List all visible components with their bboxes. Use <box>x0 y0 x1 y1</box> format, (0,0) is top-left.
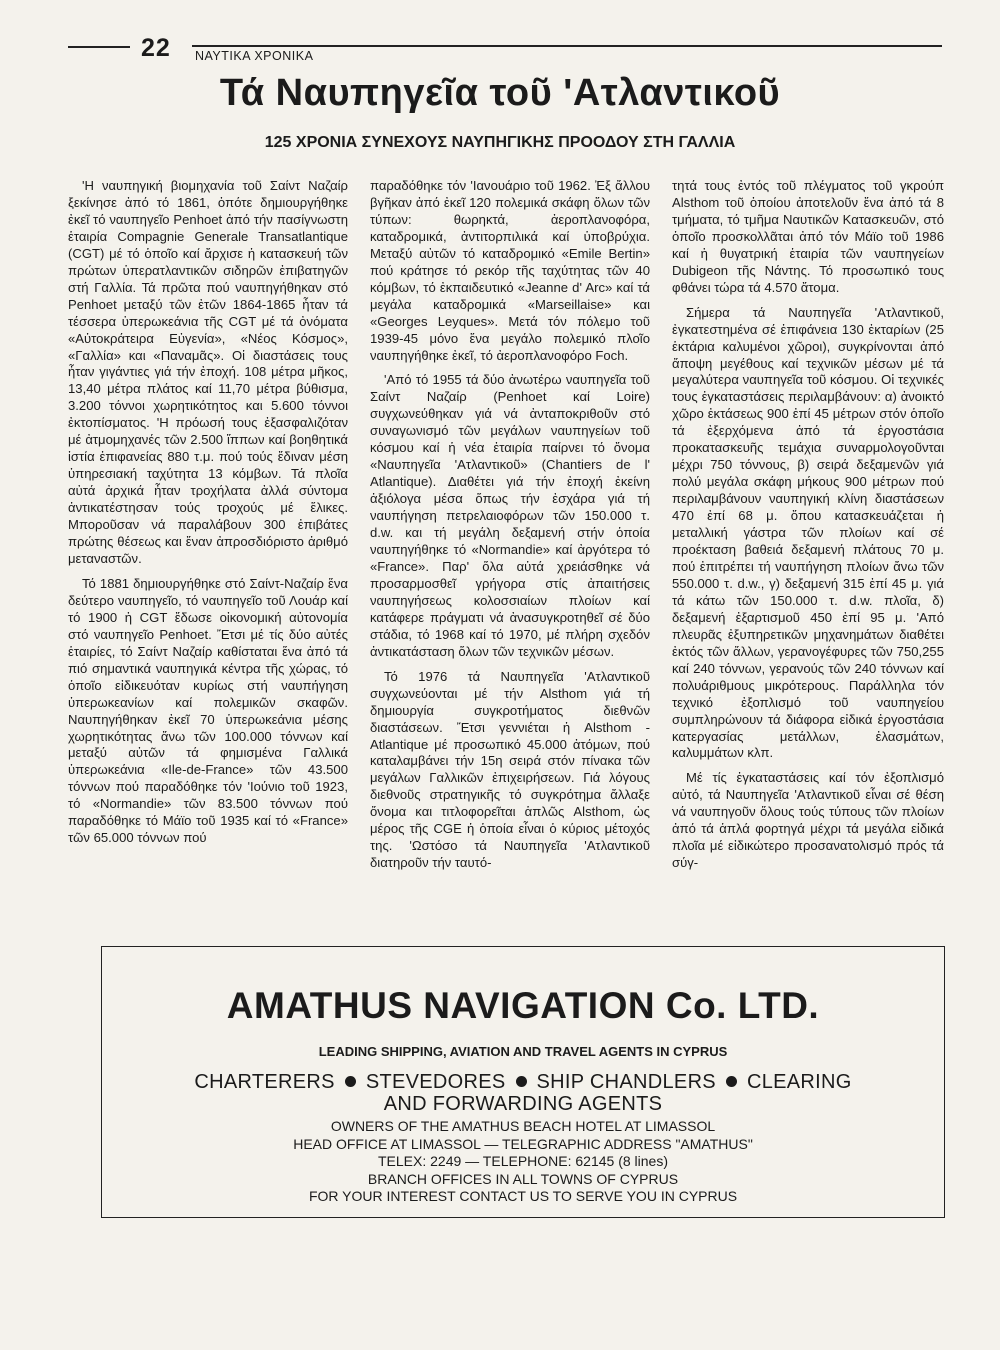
advertisement <box>101 946 945 1218</box>
header-rule-left <box>68 46 130 48</box>
ad-services <box>102 1071 944 1115</box>
ad-line: TELEX: 2249 — TELEPHONE: 62145 (8 lines) <box>378 1153 668 1169</box>
ad-line: OWNERS OF THE AMATHUS BEACH HOTEL AT LIMASSOL <box>330 1118 716 1134</box>
article-title: Τά Ναυπηγεῖα τοῦ 'Ατλαντικοῦ <box>219 72 781 114</box>
ad-service: CLEARING <box>746 1071 852 1093</box>
paragraph: 'Η ναυπηγική βιομηχανία τοῦ Σαίντ Ναζαίρ ξεκίνησε ἀπό τό 1861, ὁπότε δημιουργήθηκε ἐκεῖ τό ναυπηγεῖο Penhoet ἀπό τήν πασίγνωστη ἑταιρία Compagnie Generale Transatlantique (CGT) μέ τό ὁποῖο καί ἄρχισε ἡ κατασκευή τῶν πρώτων ὑπερατλαντικῶν σιδηρῶν ἐπιβατηγῶν στή Γαλλία. Τά πρῶτα πού ναυπηγήθηκαν στό Penhoet μεταξύ τῶν ἐτῶν 1864-1865 ἦταν τά τέσσερα ὑπερωκεάνια τῆς CGT μέ τά ὀνόματα «Αὐτοκράτειρα Εὐγενία», «Νέος Κόσμος», «Γαλλία» και «Παναμᾶς». Οἱ διαστάσεις τους ἦταν γιγάντιες γιά τήν ἐποχή. 108 μέτρα μῆκος, 13,40 μέτρα πλάτος καί 11,70 μέτρα βύθισμα, 3.200 τόννοι χωρητικότητος και 5.600 τόννοι ἐκτοπίσματος. 'Η πρόωσή τους ἐξασφαλιζόταν μέ ἀτμομηχανές τῶν 2.500 ἵππων καί βοηθητικά ἱστία ἐπιφανείας 880 τ.μ. πού τούς ἔδιναν μέση ὑπηρεσιακή ταχύτητα 13 κόμβων. Τά πλοῖα αὐτά ἀρχικά ἦταν τροχήλατα ἀλλά σύντομα ἀντικατέστησαν τούς τροχούς μέ ἕλικες. Μποροῦσαν νά παραλάβουν 300 ἐπιβάτες πρώτης θέσεως και ἕναν ἀπροσδιόριστο ἀριθμό μεταναστῶν. <box>68 178 348 566</box>
ad-service: STEVEDORES <box>365 1071 506 1093</box>
paragraph: Σήμερα τά Ναυπηγεῖα 'Ατλαντικοῦ, ἐγκατεστημένα σέ ἐπιφάνεια 130 ἐκταρίων (25 ἑκτάρια καλυμένοι χῶροι), συγκρίνονται ἀπό ἄποψη μεγέθους καί τεχνικῶν μέσων μέ τά μεγαλύτερα ναυπηγεῖα τοῦ κόσμου. Οἱ τεχνικές τους ἐγκαταστάσεις περιλαμβάνουν: α) ἀνοικτό χῶρο ἐκτάσεως 900 ἐπί 45 μέτρων στόν ὁποῖο τά ἐξερχόμενα ἀπό τά ἐργοστάσια προκατασκευῆς τεμάχια συναρμολογοῦνται μέχρι 750 τόννους, β) σειρά δεξαμενῶν γιά πολύ μεγάλα σκάφη μήκους 900 μέτρων πού περιλαμβάνουν ναυπηγική κλίνη διαστάσεων 470 ἐπί 68 μ. ὅπου κατασκευάζεται ἡ μεταλλική γάστρα τῶν πλοίων καί σέ προέκταση βαθειά δεξαμενή πλάτους 70 μ. πού ἐπιτρέπει τή ναυπήγηση πλοίων ἄνω τῶν 550.000 τ. d.w., γ) δεξαμενή 315 ἐπί 45 μ. γιά τά κάτω τῶν 150.000 τ. d.w. πλοῖα, δ) δεξαμενή ἐξαρτισμοῦ 450 ἐπί 95 μ. 'Από πλευρᾶς ἐξυπηρετικῶν μηχανημάτων διαθέτει ἐκτός τῶν ἄλλων, γερανογέφυρες τῶν 750,255 καί 240 τόννων, γερανούς τῶν 240 τόννων καί πολυάριθμους μικρότερους. Παράλληλα τόν τεχνικό ἐξοπλισμό τοῦ ναυπηγείου συμπληρώνουν τά διάφορα εἰδικά ἐργοστάσια κατεργασίας μετάλλων, ἐλασμάτων, καλυμμάτων κλπ. <box>672 304 944 761</box>
ad-line: HEAD OFFICE AT LIMASSOL — TELEGRAPHIC ADDRESS "AMATHUS" <box>293 1135 753 1152</box>
paragraph: Τό 1976 τά Ναυπηγεῖα 'Ατλαντικοῦ συγχωνεύονται μέ τήν Alsthom γιά τή δημιουργία συγκροτήματος διεθνῶν διαστάσεων. Ἔτσι γεννιέται ἡ Alsthom - Atlantique μέ προσωπικό 45.000 ἀτόμων, πού καταλαμβάνει τήν 15η σειρά στόν πίνακα τῶν μεγάλων Γαλλικῶν ἐπιχειρήσεων. Γιά λόγους διεθνοῦς στρατηγικῆς τό συγκρότημα ἄλλαξε ὄνομα και τιτλοφορεῖται ἁπλῶς Alsthom, ὡς μέρος τῆς CGE ἡ ὁποία εἶναι ὁ κύριος μέτοχός της. 'Ωστόσο τά Ναυπηγεῖα 'Ατλαντικοῦ διατηροῦν τήν ταυτό- <box>370 668 650 871</box>
ad-service: AND FORWARDING AGENTS <box>383 1093 663 1115</box>
ad-company-name: AMATHUS NAVIGATION Co. LTD. <box>226 985 820 1026</box>
ad-line: BRANCH OFFICES IN ALL TOWNS OF CYPRUS <box>367 1170 679 1187</box>
article-column-2 <box>370 178 650 872</box>
ad-details <box>102 1118 944 1206</box>
ad-tagline: LEADING SHIPPING, AVIATION AND TRAVEL AGENTS IN CYPRUS <box>318 1044 728 1059</box>
paragraph: Μέ τίς ἐγκαταστάσεις καί τόν ἐξοπλισμό αὐτό, τά Ναυπηγεῖα 'Ατλαντικοῦ εἶναι σέ θέση νά ναυπηγοῦν ὅλους τούς τύπους τῶν πλοίων ἀπό τά ἁπλά φορτηγά μέχρι τά μεγάλα εἰδικά πλοῖα μέ εἰδικώτερο προσανατολισμό πρός τά σύγ- <box>672 770 944 871</box>
ad-service: SHIP CHANDLERS <box>536 1071 716 1093</box>
article-subtitle: 125 ΧΡΟΝΙΑ ΣΥΝΕΧΟΥΣ ΝΑΥΠΗΓΙΚΗΣ ΠΡΟΟΔΟΥ ΣΤΗ ΓΑΛΛΙΑ <box>264 134 736 151</box>
paragraph: Τό 1881 δημιουργήθηκε στό Σαίντ-Ναζαίρ ἕνα δεύτερο ναυπηγεῖο, τό ναυπηγεῖο τοῦ Λουάρ καί τό 1900 ἡ CGT ἔδωσε οἰκονομική αὐτονομία στό ναυπηγεῖο Penhoet. Ἔτσι μέ τίς δύο αὐτές ἑταιρίες, τό Σαίντ Ναζαίρ καθίσταται ἕνα ἀπό τά πιό σημαντικά ναυπηγικά κέντρα τῆς χώρας, τό ὁποῖο εἰδικευόταν κυρίως στή ναυπήγηση ὑπερωκεανίων καί πολεμικῶν σκαφῶν. Ναυπηγήθηκαν ἐκεῖ 70 ὑπερωκεάνια μέσης χωρητικότητας ἄνω τῶν 100.000 τόννων καί μεταξύ αὐτῶν τά φημισμένα Γαλλικά ὑπερωκεάνια «Ile-de-France» τῶν 43.500 τόννων πού παραδόθηκε τόν 'Ιούνιο τοῦ 1923, τό «Normandie» τῶν 83.500 τόννων πού παραδόθηκε τό Μάϊο τοῦ 1935 καί τό «France» τῶν 65.000 τόννων πού <box>68 575 348 846</box>
article-column-1 <box>68 178 348 847</box>
magazine-name: ΝΑΥΤΙΚΑ ΧΡΟΝΙΚΑ <box>195 49 314 63</box>
bullet-icon <box>726 1076 737 1087</box>
bullet-icon <box>516 1076 527 1087</box>
bullet-icon <box>345 1076 356 1087</box>
paragraph: τητά τους ἐντός τοῦ πλέγματος τοῦ γκρούπ Alsthom τοῦ ὁποίου ἀποτελοῦν ἕνα ἀπό τά 8 τμήματα, τό τμῆμα Ναυτικῶν Κατασκευῶν, στό ὁποῖο προσκολλᾶται ἀπό τόν Μάϊο τοῦ 1986 καί ἡ θυγατρική ἑταιρία τῶν ναυπηγείων Dubigeon τῆς Νάντης. Τό προσωπικό τους φθάνει τώρα τά 4.570 ἄτομα. <box>672 178 944 295</box>
ad-line: FOR YOUR INTEREST CONTACT US TO SERVE YOU IN CYPRUS <box>308 1188 738 1204</box>
paragraph: παραδόθηκε τόν 'Ιανουάριο τοῦ 1962. Ἐξ ἄλλου βγῆκαν ἀπό ἐκεῖ 120 πολεμικά σκάφη ὅλων τῶν τύπων: θωρηκτά, ἀεροπλανοφόρα, καταδρομικά, ἀντιτορπιλικά καί ὑποβρύχια. Μεταξύ αὐτῶν τό καταδρομικό «Emile Bertin» πού κράτησε τό ρεκόρ τῆς ταχύτητας τῶν 40 κόμβων, τό ἐκπαιδευτικό «Jeanne d' Arc» καί τά μεγάλα καταδρομικά «Marseillaise» και «Georges Leyques». Μετά τόν πόλεμο τοῦ 1939-45 μόνο ἕνα μεγάλο πολεμικό πλοῖο ναυπηγήθηκε ἐκεῖ, τό ἀεροπλανοφόρο Foch. <box>370 178 650 363</box>
paragraph: 'Από τό 1955 τά δύο ἀνωτέρω ναυπηγεῖα τοῦ Σαίντ Ναζαίρ (Penhoet καί Loire) συγχωνεύθηκαν γιά νά ἀνταποκριθοῦν στό συναγωνισμό τῶν μεγάλων ναυπηγείων τοῦ κόσμου καί ἡ νέα ἑταιρία παίρνει τό ὄνομα «Ναυπηγεῖα 'Ατλαντικοῦ» (Chantiers de l' Atlantique). Διαθέτει γιά τήν ἐποχή ἐκείνη ἀξιόλογα μέσα ὅπως τήν ἐσχάρα γιά τή ναυπήγηση πετρελαιοφόρων τῶν 150.000 τ. d.w. και τή μεγάλη δεξαμενή στήν ὁποία ναυπηγήθηκε τό «Normandie» καί ἀργότερα τό «France». Παρ' ὅλα αὐτά χρειάσθηκε νά προσαρμοσθεῖ γρήγορα στίς ἀπαιτήσεις ναυπηγήσεως κολοσσιαίων πλοίων καί κατάφερε πράγματι νά ἀνασυγκροτηθεῖ σέ δύο στάδια, τό 1968 καί τό 1970, μέ πλήρη σχεδόν ἀντικατάσταση ὅλων τῶν τεχνικῶν μέσων. <box>370 372 650 659</box>
header-rule-right <box>192 45 942 47</box>
page-number: 22 <box>141 34 171 62</box>
article-column-3 <box>672 178 944 872</box>
ad-service: CHARTERERS <box>194 1071 335 1093</box>
